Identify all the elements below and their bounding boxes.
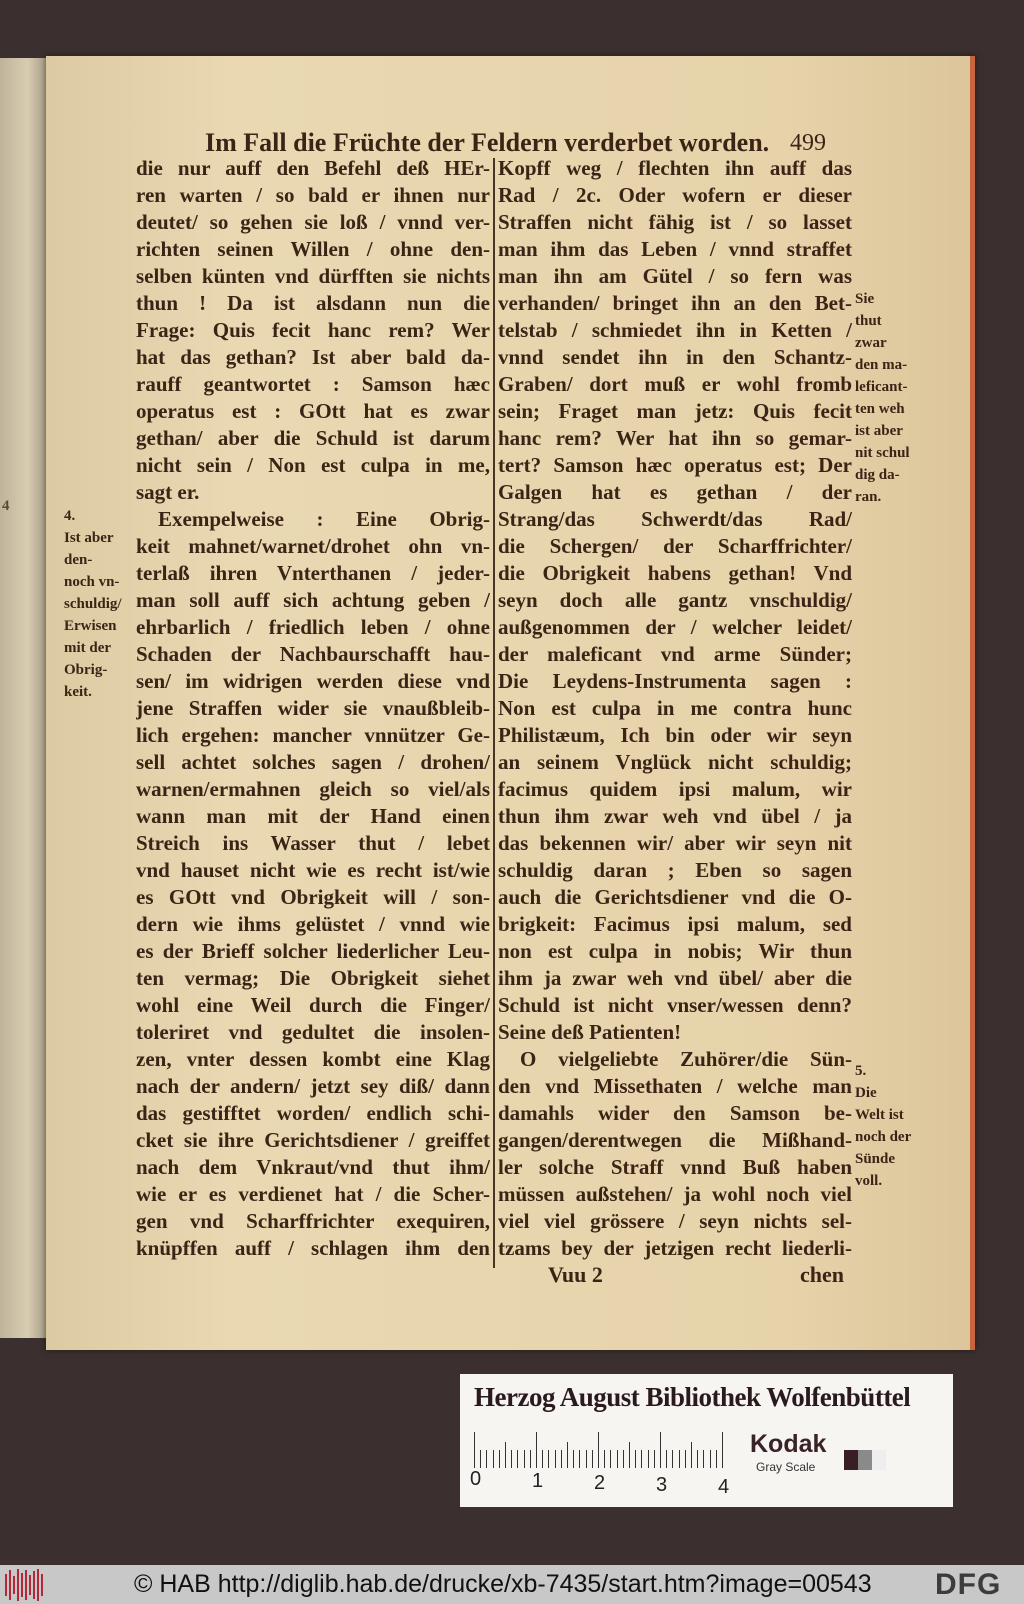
ruler-tick [666,1450,667,1468]
text-line: facimus quidem ipsi malum, wir [498,777,852,801]
margin-note-line: Sie [855,291,875,307]
text-line: man soll auff sich achtung geben / [136,588,490,612]
right-text-column [498,155,852,1262]
text-line: nicht sein / Non est culpa in me, [136,453,490,477]
ruler-tick [716,1450,717,1468]
ruler-number: 4 [718,1476,730,1498]
text-line: wie er es verdienet hat / die Scher- [136,1182,490,1206]
column-divider [493,158,495,1268]
text-line: wohl eine Weil durch die Finger/ [136,993,490,1017]
margin-note-line: 4. [64,508,76,524]
black-swatch [844,1450,858,1470]
text-line: die Obrigkeit habens gethan! Vnd [498,561,852,585]
copyright-url[interactable]: © HAB http://diglib.hab.de/drucke/xb-7435/start.htm?image=00543 [134,1570,872,1598]
margin-note-line: ten weh [855,401,905,417]
text-line: richten seinen Willen / ohne den- [136,237,490,261]
text-line: auch die Gerichtsdiener vnd die O- [498,885,852,909]
ruler-number: 2 [594,1472,606,1494]
text-line: an seinem Vnglück nicht schuldig; [498,750,852,774]
text-line: sein; Fraget man jetz: Quis fecit [498,399,852,423]
margin-note-line: leficant- [855,379,908,395]
text-line: die nur auff den Befehl deß HEr- [136,156,490,180]
text-line: seyn doch alle gantz vnschuldig/ [498,588,852,612]
ruler-tick [660,1432,661,1468]
ruler-tick [623,1450,624,1468]
text-line: keit mahnet/warnet/drohet ohn vn- [136,534,490,558]
text-line: vnd hauset nicht wie es recht ist/wie [136,858,490,882]
kodak-logo: Kodak [750,1430,827,1458]
text-line: Schaden der Nachbaurschafft hau- [136,642,490,666]
text-line: das gestifftet worden/ endlich schi- [136,1101,490,1125]
ruler-tick [679,1450,680,1468]
text-line: thun ihm zwar weh vnd übel / ja [498,804,852,828]
left-text-column [136,155,490,1262]
scale-ruler [474,1432,724,1468]
text-line: Rad / 2c. Oder wofern er dieser [498,183,852,207]
ruler-number: 1 [532,1470,544,1492]
text-line: Graben/ dort muß er wohl fromb [498,372,852,396]
dfg-logo: DFG [935,1568,1002,1601]
hab-logo-icon [5,1569,47,1601]
ruler-tick [710,1450,711,1468]
text-line: nach der andern/ jetzt sey diß/ dann [136,1074,490,1098]
text-line: wann man mit der Hand einen [136,804,490,828]
text-line: Non est culpa in me contra hunc [498,696,852,720]
text-line: man ihn am Gütel / so fern was [498,264,852,288]
ruler-tick [722,1432,723,1468]
signature-mark: Vuu 2 [548,1262,603,1287]
ruler-tick [629,1442,630,1468]
text-line: gen vnd Scharffrichter exequiren, [136,1209,490,1233]
ruler-tick [548,1450,549,1468]
margin-note-line: den ma- [855,357,908,373]
text-line: thun ! Da ist alsdann nun die [136,291,490,315]
left-margin-note [64,505,122,703]
right-margin-note-bottom [855,1060,911,1192]
margin-note-line: noch vn- [64,574,120,590]
previous-page-edge [0,58,46,1338]
text-line: es der Brieff solcher liederlicher Leu- [136,939,490,963]
margin-note-line: Obrig- [64,662,108,678]
margin-note-line: zwar [855,335,887,351]
text-line: ehrbarlich / friedlich leben / ohne [136,615,490,639]
text-line: nach dem Vnkraut/vnd thut ihm/ [136,1155,490,1179]
ruler-tick [542,1450,543,1468]
ruler-tick [592,1450,593,1468]
text-line: außgenommen der / welcher leidet/ [498,615,852,639]
library-title: Herzog August Bibliothek Wolfenbüttel [474,1382,911,1412]
text-line: viel viel grössere / seyn nichts sel- [498,1209,852,1233]
margin-note-line: Welt ist [855,1107,904,1123]
ruler-tick [641,1450,642,1468]
ruler-tick [579,1450,580,1468]
margin-note-line: Erwisen [64,618,117,634]
text-line: telstab / schmiedet ihn in Ketten / [498,318,852,342]
text-line: knüpffen auff / schlagen ihm den [136,1236,490,1260]
text-line: schuldig daran ; Eben so sagen [498,858,852,882]
text-line: gangen/derentwegen die Mißhand- [498,1128,852,1152]
text-line: tert? Samson hæc operatus est; Der [498,453,852,477]
gray-swatch [858,1450,872,1470]
ruler-tick [493,1450,494,1468]
footer-bar [0,1565,1024,1604]
text-line: ihm ja zwar weh vnd übel/ aber die [498,966,852,990]
gray-scale-label: Gray Scale [756,1460,816,1474]
right-margin-note-top [855,288,910,508]
text-line: Seine deß Patienten! [498,1020,682,1044]
catchword: chen [800,1262,844,1287]
ruler-tick [474,1432,475,1468]
text-line: Straffen nicht fähig ist / so lasset [498,210,852,234]
ruler-tick [617,1450,618,1468]
margin-note-line: 5. [855,1063,867,1079]
ruler-tick [480,1450,481,1468]
text-line: lich ergehen: mancher vnnützer Ge- [136,723,490,747]
text-line: Die Leydens-Instrumenta sagen : [498,669,852,693]
ruler-tick [536,1432,537,1468]
text-line: man ihm das Leben / vnnd straffet [498,237,852,261]
text-line: non est culpa in nobis; Wir thun [498,939,852,963]
text-line: dern wie ihms gelüstet / vnnd wie [136,912,490,936]
text-line: Kopff weg / flechten ihn auff das [498,156,852,180]
margin-note-line: keit. [64,684,92,700]
text-line: Exempelweise : Eine Obrig- [158,507,490,531]
ruler-tick [499,1450,500,1468]
text-line: damahls wider den Samson be- [498,1101,852,1125]
text-line: toleriret vnd gedultet die insolen- [136,1020,490,1044]
text-line: Strang/das Schwerdt/das Rad/ [498,507,852,531]
page-number: 499 [790,130,826,156]
text-line: ten vermag; Die Obrigkeit siehet [136,966,490,990]
text-line: brigkeit: Facimus ipsi malum, sed [498,912,852,936]
ruler-tick [685,1450,686,1468]
ruler-tick [610,1450,611,1468]
margin-note-line: dig da- [855,467,900,483]
text-line: müssen außstehen/ ja wohl noch viel [498,1182,852,1206]
ruler-tick [586,1450,587,1468]
ruler-tick [703,1450,704,1468]
ruler-tick [672,1450,673,1468]
text-line: jene Straffen wider sie vnaußbleib- [136,696,490,720]
margin-note-line: Sünde [855,1151,896,1167]
text-line: die Schergen/ der Scharffrichter/ [498,534,852,558]
text-line: den vnd Missethaten / welche man [498,1074,852,1098]
ruler-number: 0 [470,1468,482,1490]
text-line: Frage: Quis fecit hanc rem? Wer [136,318,490,342]
ruler-tick [517,1450,518,1468]
ruler-tick [530,1450,531,1468]
margin-note-line: noch der [855,1129,912,1145]
margin-note-line: den- [64,552,93,568]
running-head: Im Fall die Früchte der Feldern verderbet worden. [205,128,770,157]
text-line: Galgen hat es gethan / der [498,480,852,504]
text-line: tzams bey der jetzigen recht liederli- [498,1236,852,1260]
margin-note-line: nit schul [855,445,910,461]
color-reference-card [460,1374,953,1507]
margin-note-line: mit der [64,640,112,656]
text-line: der maleficant vnd arme Sünder; [498,642,852,666]
ruler-numbers [470,1468,740,1496]
text-line: Philistæum, Ich bin oder wir seyn [498,723,852,747]
ruler-tick [555,1450,556,1468]
ruler-tick [598,1432,599,1468]
text-line: vnnd sendet ihn in den Schantz- [498,345,852,369]
page-fragment: 4 [2,498,10,514]
ruler-tick [635,1450,636,1468]
text-line: warnen/ermahnen gleich so viel/als [136,777,490,801]
margin-note-line: Ist aber [64,530,114,546]
text-line: sagt er. [136,480,200,504]
text-line: gethan/ aber die Schuld ist darum [136,426,490,450]
text-line: deutet/ so gehen sie loß / vnnd ver- [136,210,490,234]
margin-note-line: thut [855,313,882,329]
ruler-number: 3 [656,1474,668,1496]
ruler-tick [486,1450,487,1468]
text-line: selben künten vnd dürfften sie nichts [136,264,490,288]
margin-note-line: ran. [855,489,882,505]
text-line: zen, vnter dessen kombt eine Klag [136,1047,490,1071]
margin-note-line: schuldig/ [64,596,122,612]
text-line: es GOtt vnd Obrigkeit will / son- [136,885,490,909]
text-line: das bekennen wir/ aber wir seyn nit [498,831,852,855]
ruler-tick [573,1450,574,1468]
margin-note-line: ist aber [855,423,903,439]
ruler-tick [567,1442,568,1468]
ruler-tick [505,1442,506,1468]
ruler-tick [524,1450,525,1468]
text-line: sell achtet solches sagen / drohen/ [136,750,490,774]
text-line: verhanden/ bringet ihn an den Bet- [498,291,852,315]
text-line: hanc rem? Wer hat ihn so gemar- [498,426,852,450]
text-line: terlaß ihren Vnterthanen / jeder- [136,561,490,585]
margin-note-line: voll. [855,1173,883,1189]
text-line: rauff geantwortet : Samson hæc [136,372,490,396]
ruler-tick [697,1450,698,1468]
text-line: cket sie ihre Gerichtsdiener / greiffet [136,1128,490,1152]
white-swatch [872,1450,886,1470]
ruler-tick [561,1450,562,1468]
ruler-tick [604,1450,605,1468]
text-line: sen/ im widrigen werden diese vnd [136,669,490,693]
ruler-tick [511,1450,512,1468]
text-line: operatus est : GOtt hat es zwar [136,399,490,423]
margin-note-line: Die [855,1085,877,1101]
ruler-tick [654,1450,655,1468]
text-line: O vielgeliebte Zuhörer/die Sün- [520,1047,852,1071]
text-line: ler solche Straff vnnd Buß haben [498,1155,852,1179]
text-line: Schuld ist nicht vnser/wessen denn? [498,993,852,1017]
text-line: ren warten / so bald er ihnen nur [136,183,490,207]
ruler-tick [648,1450,649,1468]
ruler-tick [691,1442,692,1468]
text-line: hat das gethan? Ist aber bald da- [136,345,490,369]
text-line: Streich ins Wasser thut / lebet [136,831,490,855]
